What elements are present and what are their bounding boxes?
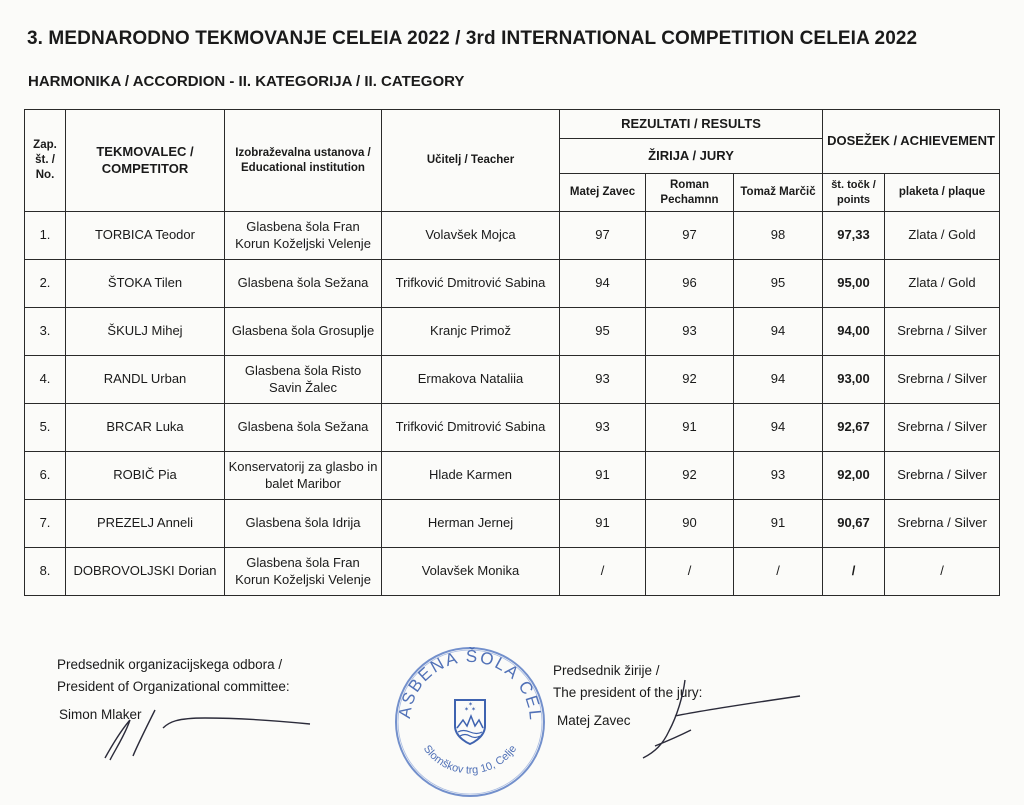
row-score-judge2: 92 (646, 452, 734, 500)
row-plaque: Srebrna / Silver (885, 452, 1000, 500)
svg-text:Slomškov trg 10, Celje: Slomškov trg 10, Celje (420, 743, 520, 777)
row-score-judge1: 91 (560, 500, 646, 548)
row-score-judge3: 94 (734, 356, 823, 404)
row-institution: Glasbena šola Sežana (225, 404, 382, 452)
row-score-judge1: 95 (560, 308, 646, 356)
row-institution: Glasbena šola Fran Korun Koželjski Velenje (225, 548, 382, 596)
row-plaque: Srebrna / Silver (885, 308, 1000, 356)
organizer-signature-scribble (85, 690, 325, 770)
row-plaque: Srebrna / Silver (885, 404, 1000, 452)
row-points: 92,67 (823, 404, 885, 452)
organizer-name: Simon Mlaker (59, 707, 142, 722)
row-plaque: Srebrna / Silver (885, 356, 1000, 404)
document-title: 3. MEDNARODNO TEKMOVANJE CELEIA 2022 / 3rd INTERNATIONAL COMPETITION CELEIA 2022 (27, 28, 918, 49)
row-score-judge2: / (646, 548, 734, 596)
row-points: 90,67 (823, 500, 885, 548)
row-institution: Glasbena šola Grosuplje (225, 308, 382, 356)
row-competitor: ŠTOKA Tilen (66, 260, 225, 308)
header-judge1: Matej Zavec (560, 174, 646, 212)
header-jury: ŽIRIJA / JURY (560, 139, 823, 174)
row-no: 1. (25, 212, 66, 260)
table-row (25, 452, 1000, 500)
row-score-judge3: 95 (734, 260, 823, 308)
row-score-judge1: 94 (560, 260, 646, 308)
header-achievement: DOSEŽEK / ACHIEVEMENT (823, 110, 1000, 174)
header-plaque: plaketa / plaque (885, 174, 1000, 212)
row-score-judge1: / (560, 548, 646, 596)
row-score-judge2: 96 (646, 260, 734, 308)
row-score-judge2: 91 (646, 404, 734, 452)
row-score-judge2: 93 (646, 308, 734, 356)
row-competitor: BRCAR Luka (66, 404, 225, 452)
row-plaque: Zlata / Gold (885, 260, 1000, 308)
row-competitor: TORBICA Teodor (66, 212, 225, 260)
row-no: 6. (25, 452, 66, 500)
row-no: 7. (25, 500, 66, 548)
row-score-judge2: 90 (646, 500, 734, 548)
row-competitor: PREZELJ Anneli (66, 500, 225, 548)
header-results: REZULTATI / RESULTS (560, 110, 823, 139)
row-score-judge1: 91 (560, 452, 646, 500)
row-score-judge3: 94 (734, 308, 823, 356)
row-score-judge2: 97 (646, 212, 734, 260)
jury-title-sl: Predsednik žirije / (553, 663, 660, 678)
header-no: Zap. št. / No. (25, 110, 66, 212)
row-score-judge3: 94 (734, 404, 823, 452)
row-institution: Glasbena šola Fran Korun Koželjski Velenje (225, 212, 382, 260)
svg-text:✶: ✶ (468, 702, 474, 708)
stamp-seal-icon (385, 640, 555, 800)
row-points: 94,00 (823, 308, 885, 356)
row-score-judge3: 91 (734, 500, 823, 548)
table-row (25, 308, 1000, 356)
row-points: 95,00 (823, 260, 885, 308)
row-score-judge1: 93 (560, 404, 646, 452)
row-plaque: / (885, 548, 1000, 596)
row-teacher: Ermakova Nataliia (382, 356, 560, 404)
row-institution: Glasbena šola Idrija (225, 500, 382, 548)
row-teacher: Trifković Dmitrović Sabina (382, 260, 560, 308)
row-teacher: Volavšek Mojca (382, 212, 560, 260)
header-teacher: Učitelj / Teacher (382, 110, 560, 212)
row-no: 8. (25, 548, 66, 596)
row-teacher: Hlade Karmen (382, 452, 560, 500)
school-stamp (385, 640, 555, 800)
row-competitor: RANDL Urban (66, 356, 225, 404)
row-no: 2. (25, 260, 66, 308)
svg-text:✶: ✶ (464, 707, 470, 713)
row-institution: Glasbena šola Risto Savin Žalec (225, 356, 382, 404)
row-plaque: Srebrna / Silver (885, 500, 1000, 548)
results-table (24, 109, 1000, 596)
row-score-judge3: 93 (734, 452, 823, 500)
row-score-judge1: 97 (560, 212, 646, 260)
svg-text:✶: ✶ (471, 707, 477, 713)
jury-signature-scribble (625, 676, 815, 766)
row-no: 5. (25, 404, 66, 452)
row-competitor: ŠKULJ Mihej (66, 308, 225, 356)
svg-text:GLASBENA ŠOLA CELJE: ASBENA ŠOLA CEL (394, 646, 546, 723)
row-no: 4. (25, 356, 66, 404)
jury-title-en: The president of the jury: (553, 684, 703, 700)
document-subtitle: HARMONIKA / ACCORDION - II. KATEGORIJA / II. CATEGORY (28, 73, 465, 90)
row-teacher: Herman Jernej (382, 500, 560, 548)
row-score-judge1: 93 (560, 356, 646, 404)
table-row (25, 356, 1000, 404)
row-plaque: Zlata / Gold (885, 212, 1000, 260)
row-points: 92,00 (823, 452, 885, 500)
organizer-title-en: President of Organizational committee: (57, 678, 290, 694)
table-row (25, 500, 1000, 548)
table-row (25, 404, 1000, 452)
row-teacher: Volavšek Monika (382, 548, 560, 596)
header-judge2: Roman Pechamnn (646, 174, 734, 212)
row-institution: Glasbena šola Sežana (225, 260, 382, 308)
row-teacher: Trifković Dmitrović Sabina (382, 404, 560, 452)
row-points: 93,00 (823, 356, 885, 404)
table-row (25, 212, 1000, 260)
row-score-judge3: 98 (734, 212, 823, 260)
header-institution: Izobraževalna ustanova / Educational institution (225, 110, 382, 212)
row-score-judge3: / (734, 548, 823, 596)
row-points: / (823, 548, 885, 596)
jury-president-name: Matej Zavec (557, 713, 631, 728)
row-points: 97,33 (823, 212, 885, 260)
row-teacher: Kranjc Primož (382, 308, 560, 356)
row-no: 3. (25, 308, 66, 356)
header-judge3: Tomaž Marčič (734, 174, 823, 212)
table-row (25, 260, 1000, 308)
row-competitor: DOBROVOLJSKI Dorian (66, 548, 225, 596)
row-competitor: ROBIČ Pia (66, 452, 225, 500)
row-score-judge2: 92 (646, 356, 734, 404)
table-row (25, 548, 1000, 596)
organizer-title-sl: Predsednik organizacijskega odbora / (57, 657, 283, 672)
row-institution: Konservatorij za glasbo in balet Maribor (225, 452, 382, 500)
header-points: št. točk / points (823, 174, 885, 212)
header-competitor: TEKMOVALEC / COMPETITOR (66, 110, 225, 212)
